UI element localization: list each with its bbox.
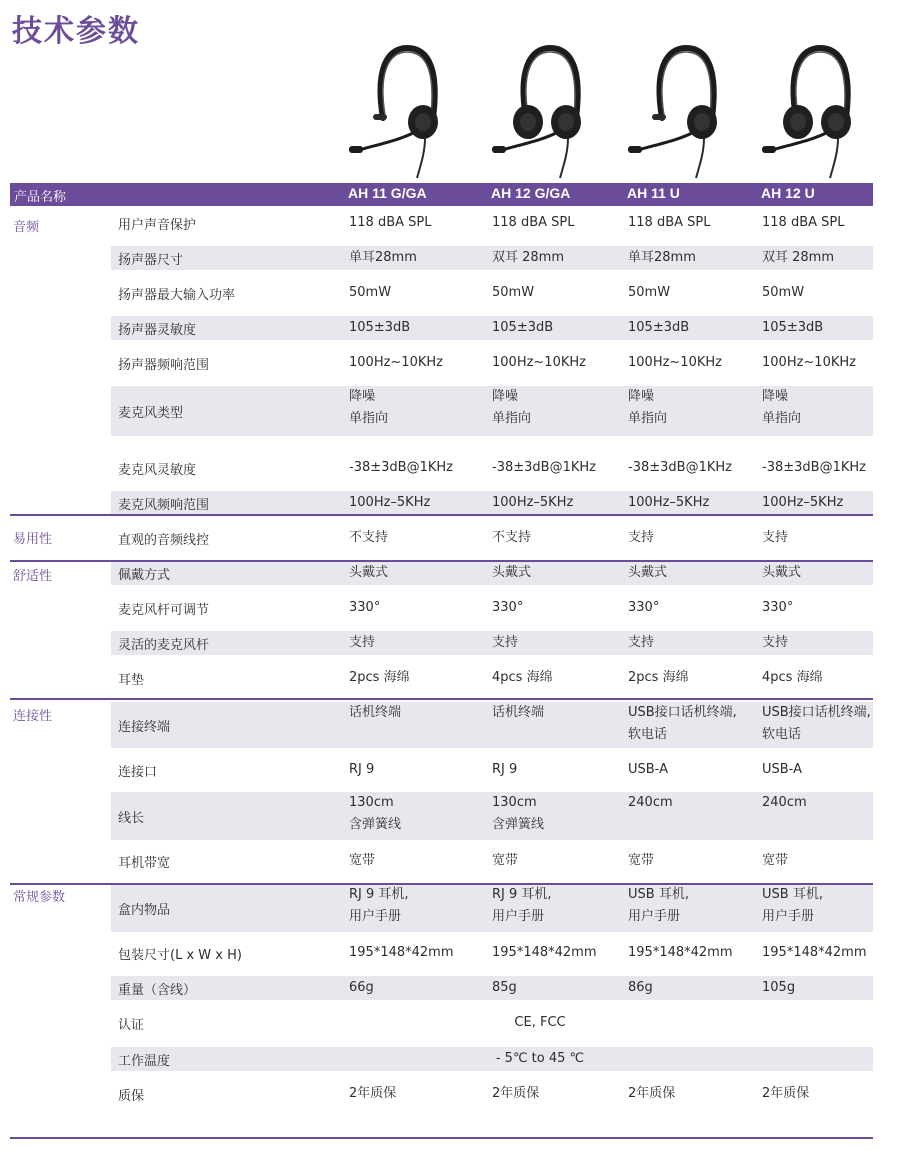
table-cell: 宽带 [492,853,519,868]
table-cell-line2: 用户手册 [349,909,402,924]
table-cell-line2: 单指向 [349,411,389,426]
table-cell: 86g [628,980,653,995]
row-label: 直观的音频线控 [118,533,210,548]
table-cell: 105±3dB [762,320,824,335]
row-label: 麦克风杆可调节 [118,603,210,618]
row-label: 麦克风频响范围 [118,498,210,513]
table-cell: 130cm [492,795,537,810]
table-cell-line2: 单指向 [492,411,532,426]
table-cell: 双耳 28mm [492,250,565,265]
section-divider [10,883,873,885]
table-cell: 降噪 [628,389,655,404]
table-cell: 50mW [628,285,671,300]
table-cell: -38±3dB@1KHz [492,460,596,475]
header-product-4: AH 12 U [761,185,815,201]
table-cell: 4pcs 海绵 [762,670,823,685]
table-cell: 50mW [762,285,805,300]
table-header [10,183,873,206]
table-cell: -38±3dB@1KHz [762,460,866,475]
row-label: 麦克风灵敏度 [118,463,197,478]
category-label: 连接性 [13,709,53,724]
table-cell: RJ 9 [349,762,375,777]
table-cell: 降噪 [762,389,789,404]
row-label: 用户声音保护 [118,218,197,233]
merged-cell: - 5℃ to 45 ℃ [495,1051,585,1066]
table-cell: 单耳28mm [628,250,696,265]
table-cell: 195*148*42mm [762,945,867,960]
table-cell: RJ 9 耳机, [349,887,409,902]
table-cell: 195*148*42mm [628,945,733,960]
table-cell: 宽带 [349,853,376,868]
table-cell: 105±3dB [628,320,690,335]
table-cell: 降噪 [492,389,519,404]
product-images [0,40,900,180]
table-cell: 头戴式 [349,565,389,580]
header-product-2: AH 12 G/GA [491,185,571,201]
table-cell: 2pcs 海绵 [628,670,689,685]
table-cell: 话机终端 [492,705,545,720]
row-label: 盒内物品 [118,903,171,918]
table-cell: 105±3dB [492,320,554,335]
table-cell: 头戴式 [628,565,668,580]
table-cell: 66g [349,980,374,995]
table-cell: 330° [349,600,381,615]
row-label: 线长 [118,811,145,826]
category-label: 常规参数 [13,890,66,905]
table-cell: 2年质保 [762,1086,810,1101]
headset-image-2 [488,40,598,180]
table-cell: -38±3dB@1KHz [628,460,732,475]
table-cell: 85g [492,980,517,995]
table-cell: USB接口话机终端, [628,705,737,720]
table-cell: 330° [492,600,524,615]
table-cell: 330° [762,600,794,615]
table-cell-line2: 软电话 [628,727,668,742]
table-cell: 100Hz~10KHz [349,355,443,370]
row-label: 扬声器灵敏度 [118,323,197,338]
table-cell-line2: 用户手册 [492,909,545,924]
table-cell: 2年质保 [628,1086,676,1101]
row-label: 重量（含线） [118,983,197,998]
table-cell: 118 dBA SPL [628,215,711,230]
table-cell: 100Hz~10KHz [628,355,722,370]
table-cell: 单耳28mm [349,250,417,265]
category-label: 音频 [13,220,40,235]
table-cell: USB-A [628,762,668,777]
row-label: 连接口 [118,765,158,780]
row-label: 佩戴方式 [118,568,171,583]
table-cell: 105g [762,980,796,995]
section-divider [10,698,873,700]
headset-image-1 [345,40,455,180]
table-cell: 头戴式 [492,565,532,580]
category-label: 舒适性 [13,569,53,584]
table-cell-line2: 单指向 [762,411,802,426]
table-cell: 头戴式 [762,565,802,580]
row-label: 扬声器尺寸 [118,253,184,268]
table-cell-line2: 用户手册 [762,909,815,924]
table-cell-line2: 单指向 [628,411,668,426]
table-cell: 50mW [492,285,535,300]
table-cell: 支持 [492,635,519,650]
table-cell: 118 dBA SPL [349,215,432,230]
section-divider [10,560,873,562]
bottom-rule [10,1137,873,1139]
table-cell: 130cm [349,795,394,810]
table-cell: USB-A [762,762,802,777]
table-cell: 195*148*42mm [492,945,597,960]
row-label: 质保 [118,1089,145,1104]
row-label: 麦克风类型 [118,406,184,421]
table-cell: 2pcs 海绵 [349,670,410,685]
table-cell: 双耳 28mm [762,250,835,265]
table-cell: 50mW [349,285,392,300]
headset-image-3 [624,40,734,180]
table-cell: -38±3dB@1KHz [349,460,453,475]
section-divider [10,514,873,516]
table-cell: 降噪 [349,389,376,404]
table-cell: 330° [628,600,660,615]
category-label: 易用性 [13,532,53,547]
table-cell: 100Hz~10KHz [762,355,856,370]
row-label: 包装尺寸(L x W x H) [118,948,242,963]
table-cell-line2: 软电话 [762,727,802,742]
table-cell-line2: 含弹簧线 [349,817,402,832]
table-cell: 118 dBA SPL [492,215,575,230]
table-cell: 240cm [762,795,807,810]
table-cell: 100Hz~10KHz [492,355,586,370]
page-title: 技术参数 [12,14,140,49]
headset-image-4 [758,40,868,180]
row-label: 工作温度 [118,1054,171,1069]
table-cell-line2: 用户手册 [628,909,681,924]
table-cell: 宽带 [628,853,655,868]
table-cell: 支持 [762,635,789,650]
table-cell: 支持 [628,635,655,650]
table-cell: 195*148*42mm [349,945,454,960]
row-label: 扬声器最大输入功率 [118,288,236,303]
table-cell: 支持 [349,635,376,650]
header-product-3: AH 11 U [627,185,680,201]
table-cell-line2: 含弹簧线 [492,817,545,832]
table-cell: RJ 9 耳机, [492,887,552,902]
table-cell: RJ 9 [492,762,518,777]
table-cell: 支持 [762,530,789,545]
header-label: 产品名称 [14,190,67,205]
table-cell: USB接口话机终端, [762,705,871,720]
table-cell: 100Hz–5KHz [628,495,710,510]
table-cell: 支持 [628,530,655,545]
table-cell: 118 dBA SPL [762,215,845,230]
table-cell: USB 耳机, [628,887,689,902]
row-label: 认证 [118,1018,145,1033]
row-label: 连接终端 [118,720,171,735]
table-cell: 100Hz–5KHz [492,495,574,510]
table-cell: 话机终端 [349,705,402,720]
header-product-1: AH 11 G/GA [348,185,427,201]
table-cell: 2年质保 [492,1086,540,1101]
row-label: 耳垫 [118,673,145,688]
table-cell: 240cm [628,795,673,810]
table-cell: USB 耳机, [762,887,823,902]
row-label: 扬声器频响范围 [118,358,210,373]
table-cell: 100Hz–5KHz [349,495,431,510]
row-label: 灵活的麦克风杆 [118,638,210,653]
table-cell: 4pcs 海绵 [492,670,553,685]
table-cell: 宽带 [762,853,789,868]
table-cell: 不支持 [349,530,389,545]
table-cell: 105±3dB [349,320,411,335]
table-cell: 不支持 [492,530,532,545]
merged-cell: CE, FCC [514,1015,566,1030]
row-label: 耳机带宽 [118,856,171,871]
table-cell: 2年质保 [349,1086,397,1101]
table-cell: 100Hz–5KHz [762,495,844,510]
